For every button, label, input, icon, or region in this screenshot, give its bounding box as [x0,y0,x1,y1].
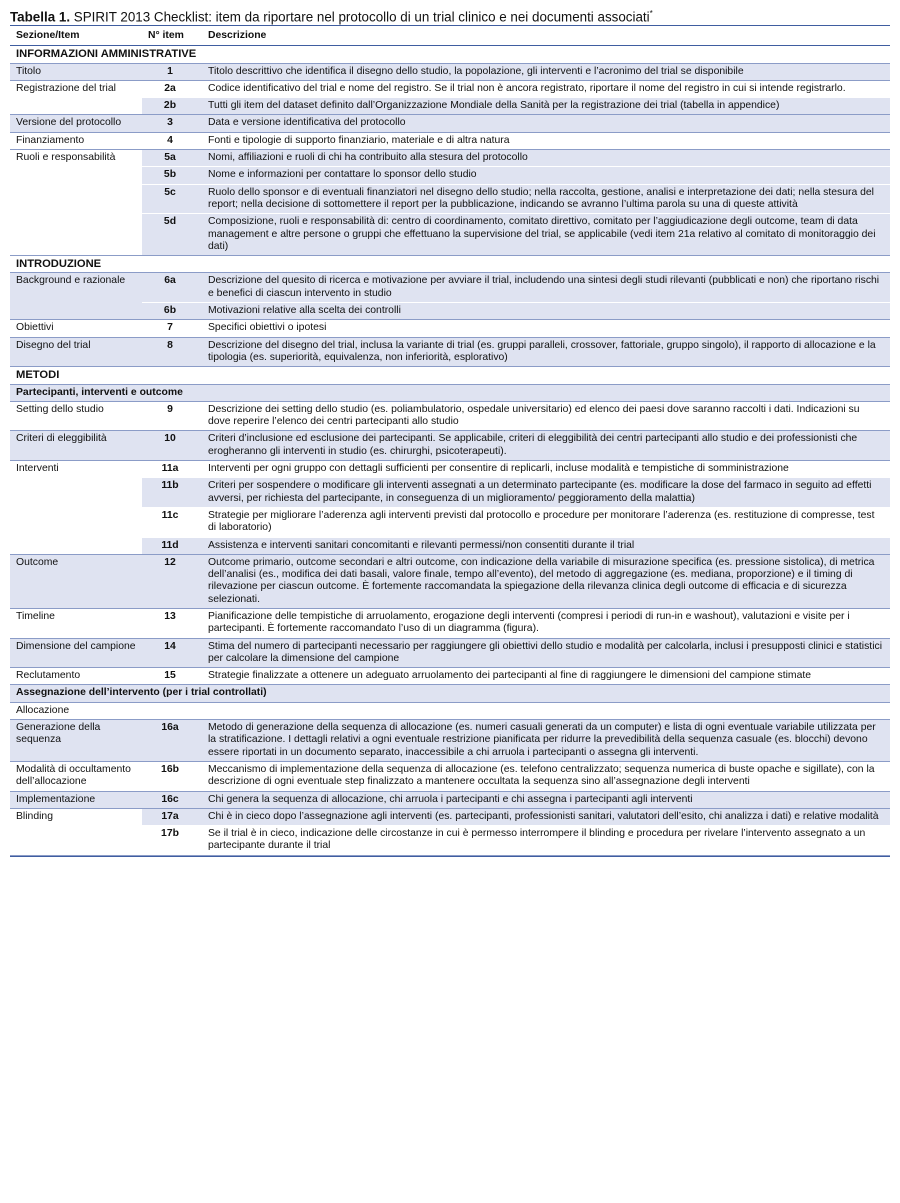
section-item-cell [10,478,142,508]
table-row [10,214,890,256]
section-item-cell [10,214,142,256]
table-row [10,478,890,508]
section-header: INTRODUZIONE [10,256,890,273]
checklist-table-body [10,27,890,856]
subsection-header: Partecipanti, interventi e outcome [10,384,890,401]
section-header: INFORMAZIONI AMMINISTRATIVE [10,46,890,63]
description-cell: Descrizione del disegno del trial, inclusa la variante di trial (es. gruppi paralleli, crossover, fattoriale, gruppo singolo), il rapporto di allocazione e la tipologia (es. superiorità, equivalenza, non inferiorità, esplorativo) [202,337,890,367]
section-header: METODI [10,367,890,384]
item-number-cell: 13 [142,608,202,638]
table-row [10,115,890,132]
table-title [10,4,890,26]
description-cell: Interventi per ogni gruppo con dettagli sufficienti per consentire di replicarli, incluse modalità e tempistiche di somministrazione [202,461,890,478]
item-number-cell: 9 [142,401,202,431]
table-bottom-rule [10,856,890,857]
table-title-text: SPIRIT 2013 Checklist: item da riportare nel protocollo di un trial clinico e nei documenti associati [70,9,650,25]
description-cell: Motivazioni relative alla scelta dei controlli [202,303,890,320]
item-number-cell: 14 [142,638,202,668]
table-row [10,150,890,167]
table-row [10,808,890,825]
section-item-cell: Timeline [10,608,142,638]
description-cell: Metodo di generazione della sequenza di allocazione (es. numeri casuali generati da un computer) e lista di ogni eventuale variabile utilizzata per la stratificazione. I dettagli relativi a ogni eventuale restrizione pianificata per ridurre la prevedibilità della sequenza casuale (es. blocchi) devono essere riportati in un documento separato, inaccessibile a chi arruola i partecipanti o assegna gli interventi. [202,720,890,762]
description-cell: Descrizione del quesito di ricerca e motivazione per avviare il trial, includendo una sintesi degli studi rilevanti (pubblicati e non) che riportano rischi e benefici di ciascun intervento in studio [202,273,890,303]
description-cell: Stima del numero di partecipanti necessario per raggiungere gli obiettivi dello studio e modalità per calcolarla, inclusi i presupposti clinici e statistici per calcolare la dimensione del campione [202,638,890,668]
section-item-cell [10,167,142,184]
section-item-cell [10,537,142,554]
table-header-row [10,27,890,46]
subsection-header-row [10,702,890,719]
section-item-cell: Generazione della sequenza [10,720,142,762]
item-number-cell: 17b [142,826,202,856]
table-row [10,826,890,856]
section-item-cell: Reclutamento [10,668,142,685]
table-row [10,273,890,303]
subsection-header: Assegnazione dell’intervento (per i trial controllati) [10,685,890,702]
description-cell: Titolo descrittivo che identifica il disegno dello studio, la popolazione, gli interventi e l’acronimo del trial se disponibile [202,63,890,80]
item-number-cell: 16a [142,720,202,762]
checklist-table [10,26,890,856]
section-item-cell: Criteri di eleggibilità [10,431,142,461]
item-number-cell: 17a [142,808,202,825]
item-number-cell: 3 [142,115,202,132]
item-number-cell: 2a [142,80,202,97]
description-cell: Nome e informazioni per contattare lo sponsor dello studio [202,167,890,184]
table-row [10,638,890,668]
section-item-cell: Versione del protocollo [10,115,142,132]
section-header-row [10,367,890,384]
item-number-cell: 12 [142,554,202,608]
description-cell: Assistenza e interventi sanitari concomitanti e rilevanti permessi/non consentiti durante il trial [202,537,890,554]
section-item-cell: Blinding [10,808,142,825]
item-number-cell: 6a [142,273,202,303]
item-number-cell: 8 [142,337,202,367]
section-item-cell: Dimensione del campione [10,638,142,668]
description-cell: Criteri per sospendere o modificare gli interventi assegnati a un determinato partecipante (es. modificare la dose del farmaco in seguito ad effetti avversi, per richiesta del partecipante, in conseguenza di un miglioramento/ peggioramento della malattia) [202,478,890,508]
section-item-cell: Outcome [10,554,142,608]
section-item-cell: Modalità di occultamento dell’allocazione [10,761,142,791]
section-item-cell [10,507,142,537]
section-item-cell [10,826,142,856]
section-item-cell: Implementazione [10,791,142,808]
item-number-cell: 11b [142,478,202,508]
table-title-footnote-mark: * [649,9,653,18]
description-cell: Descrizione dei setting dello studio (es. poliambulatorio, ospedale universitario) ed elenco dei paesi dove saranno raccolti i dati. Indicazioni su dove reperire l’elenco dei centri partecipanti allo studio [202,401,890,431]
section-item-cell: Interventi [16,463,59,475]
description-cell: Criteri d’inclusione ed esclusione dei partecipanti. Se applicabile, criteri di eleggibilità dei centri partecipanti allo studio e dei professionisti che erogheranno gli interventi in studio (es. chirurghi, psicoterapeuti). [202,431,890,461]
header-section-item: Sezione/Item [10,27,142,46]
description-cell: Outcome primario, outcome secondari e altri outcome, con indicazione della variabile di misurazione specifica (es. pressione sistolica), di metrica dell’analisi (es., modifica dei dati basali, valore finale, tempo all’evento), del metodo di aggregazione (es. mediana, proporzione) e il timing di rilevazione per ciascun outcome. È fortemente raccomandata la spiegazione della rilevanza clinica degli outcome di efficacia e di sicurezza selezionati. [202,554,890,608]
table-row [10,507,890,537]
item-number-cell: 7 [142,320,202,337]
description-cell: Chi genera la sequenza di allocazione, chi arruola i partecipanti e chi assegna i partecipanti agli interventi [202,791,890,808]
header-item-number: N° item [142,27,202,46]
item-number-cell: 5b [142,167,202,184]
item-number-cell: 5d [142,214,202,256]
table-title-prefix: Tabella 1. [10,9,71,25]
table-row [10,320,890,337]
item-number-cell: 1 [142,63,202,80]
item-number-cell: 16b [142,761,202,791]
item-number-cell: 6b [142,303,202,320]
section-header-row [10,256,890,273]
table-row [10,80,890,97]
table-row [10,401,890,431]
table-row [10,303,890,320]
table-row [10,132,890,149]
section-item-cell [10,98,142,115]
section-item-cell [10,303,142,320]
description-cell: Chi è in cieco dopo l’assegnazione agli interventi (es. partecipanti, professionisti sanitari, valutatori dell’esito, chi analizza i dati) e relative modalità [202,808,890,825]
table-row [10,337,890,367]
table-row [10,761,890,791]
section-item-cell: Finanziamento [10,132,142,149]
item-number-cell: 11d [142,537,202,554]
table-row [10,63,890,80]
item-number-cell: 5a [142,150,202,167]
section-header-row [10,46,890,63]
item-number-cell: 10 [142,431,202,461]
table-row [10,791,890,808]
section-item-cell: Registrazione del trial [16,82,116,94]
section-item-cell: Titolo [10,63,142,80]
section-item-cell [10,184,142,214]
description-cell: Codice identificativo del trial e nome del registro. Se il trial non è ancora registrato, riportare il nome del registro in cui si intende registrarlo. [202,80,890,97]
section-item-cell: Background e razionale [10,273,142,303]
item-number-cell: 11a [142,461,202,478]
description-cell: Ruolo dello sponsor e di eventuali finanziatori nel disegno dello studio; nella raccolta, gestione, analisi e interpretazione dei dati; nella stesura del report; nella decisione di sottomettere il report per la pubblicazione, indicando se avranno l’ultima parola su una di queste attività [202,184,890,214]
description-cell: Data e versione identificativa del protocollo [202,115,890,132]
table-row [10,184,890,214]
description-cell: Fonti e tipologie di supporto finanziario, materiale e di altra natura [202,132,890,149]
header-description: Descrizione [202,27,890,46]
description-cell: Se il trial è in cieco, indicazione delle circostanze in cui è permesso interrompere il blinding e procedura per rivelare l’intervento assegnato a un partecipante durante il trial [202,826,890,856]
description-cell: Specifici obiettivi o ipotesi [202,320,890,337]
section-item-cell: Ruoli e responsabilità [10,150,142,167]
checklist-table-container [10,0,890,857]
section-item-cell: Setting dello studio [10,401,142,431]
table-row [10,668,890,685]
item-number-cell: 15 [142,668,202,685]
description-cell: Nomi, affiliazioni e ruoli di chi ha contribuito alla stesura del protocollo [202,150,890,167]
description-cell: Pianificazione delle tempistiche di arruolamento, erogazione degli interventi (compresi i periodi di run-in e washout), valutazioni e visite per i partecipanti. È fortemente raccomandato l’uso di un diagramma (figura). [202,608,890,638]
item-number-cell: 11c [142,507,202,537]
table-row [10,537,890,554]
subsection-header: Allocazione [10,702,890,719]
table-row [10,98,890,115]
description-cell: Strategie finalizzate a ottenere un adeguato arruolamento dei partecipanti al fine di raggiungere le dimensioni del campione stimate [202,668,890,685]
table-row [10,431,890,461]
description-cell: Meccanismo di implementazione della sequenza di allocazione (es. telefono centralizzato; sequenza numerica di buste opache e sigillate), con la descrizione di ogni eventuale step finalizzato a mantenere occultata la sequenza sino all’assegnazione degli interventi [202,761,890,791]
item-number-cell: 5c [142,184,202,214]
description-cell: Composizione, ruoli e responsabilità di: centro di coordinamento, comitato direttivo, comitato per l’aggiudicazione degli outcome, team di data management e altre persone o gruppi che effettuano la supervisione del trial, se applicabile (vedi item 21a relativo al comitato di monitoraggio dei dati) [202,214,890,256]
table-row [10,461,890,478]
subsection-header-row [10,685,890,702]
section-item-cell: Obiettivi [10,320,142,337]
table-row [10,167,890,184]
item-number-cell: 16c [142,791,202,808]
subsection-header-row [10,384,890,401]
description-cell: Strategie per migliorare l’aderenza agli interventi previsti dal protocollo e procedure per monitorare l’aderenza (es. restituzione di compresse, test di laboratorio) [202,507,890,537]
table-row [10,608,890,638]
item-number-cell: 4 [142,132,202,149]
description-cell: Tutti gli item del dataset definito dall’Organizzazione Mondiale della Sanità per la registrazione dei trial (tabella in appendice) [202,98,890,115]
table-row [10,720,890,762]
table-row [10,554,890,608]
section-item-cell: Disegno del trial [10,337,142,367]
item-number-cell: 2b [142,98,202,115]
